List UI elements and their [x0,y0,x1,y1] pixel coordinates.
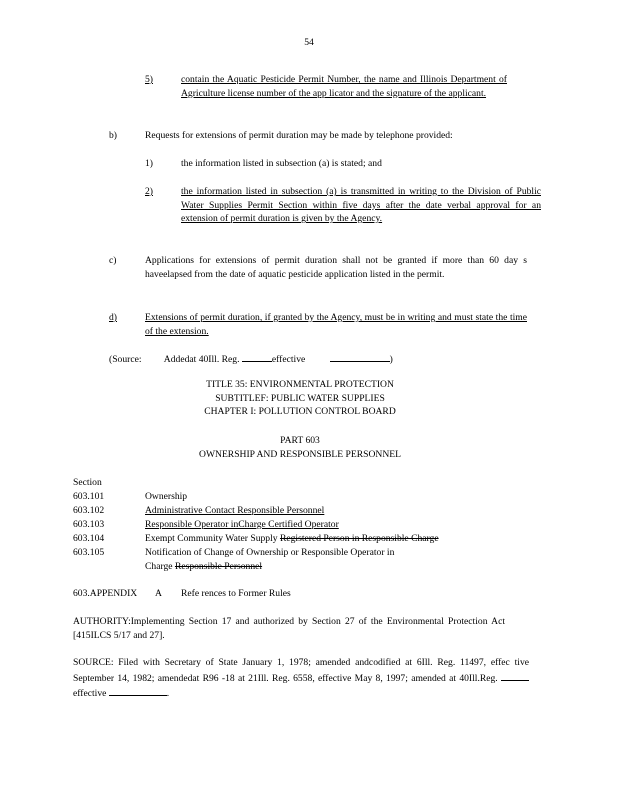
page-number: 54 [304,37,314,48]
toc-row-num: 603.103 [73,519,105,530]
toc-row-title-plain: Exempt Community Water Supply [145,533,278,544]
source-end: ) [389,354,393,365]
source-line [109,351,393,367]
item-d-text: Extensions of permit duration, if granted by the Agency, must be in writing and must state the time of the extension. [145,312,527,337]
item-c-text: Applications for extensions of permit duration shall not be granted if more than 60 day s haveelapsed from the date of aquatic pesticide application listed in the permit. [145,255,527,280]
toc-row-title-line2 [145,560,394,574]
item-b-text: Requests for extensions of permit duration may be made by telephone provided: [145,130,453,141]
item-b2-marker: 2) [145,186,153,197]
item-b2-text: the information listed in subsection (a) is transmitted in writing to the Division of Public Water Supplies Permit Section within five days after the date verbal approval for an extension of permit duration is given by the Agency. [181,186,541,225]
source-prefix: (Source: [109,354,142,365]
source-para-mid: effective [73,688,107,700]
toc-row-title: Ownership [145,491,188,502]
heading-title: TITLE 35: ENVIRONMENTAL PROTECTION [206,379,394,390]
toc-appendix [0,587,618,601]
item-5-marker: 5) [145,74,153,85]
heading-chapter: CHAPTER I: POLLUTION CONTROL BOARD [204,406,396,418]
source-blank-2 [330,351,390,362]
toc-row [0,504,618,518]
part-title: OWNERSHIP AND RESPONSIBLE PERSONNEL [199,448,401,460]
source-text: Addedat 40Ill. Reg. [163,354,240,365]
source-para-blank-1 [501,670,529,681]
source-para-blank-2 [109,685,167,696]
item-b1-marker: 1) [145,158,153,169]
source-blank-1 [242,351,272,362]
item-d-marker: d) [109,312,117,323]
toc-row-title [145,546,394,573]
toc-row-num: 603.102 [73,505,105,516]
toc-label: Section [73,477,102,488]
item-5-text: contain the Aquatic Pesticide Permit Number, the name and Illinois Department of Agriculture license number of the app licator and the signature of the applicant. [181,74,507,99]
item-b1-text: the information listed in subsection (a) is stated; and [181,158,382,169]
toc-row-num: 603.104 [73,533,105,544]
toc-row [0,518,618,532]
part-block [0,434,600,461]
toc-row-title-line2-plain: Charge [145,560,173,572]
authority-paragraph: AUTHORITY:Implementing Section 17 and authorized by Section 27 of the Environmental Protection Act [415ILCS 5/17 and 27]. [73,616,505,641]
appendix-letter: A [155,588,162,599]
toc-row [0,490,618,504]
heading-block [0,378,600,419]
toc-row-num: 603.101 [73,491,105,502]
toc-row-title: Administrative Contact Responsible Personnel [145,505,325,516]
toc-row-title [145,532,439,546]
toc-row-title-line1: Notification of Change of Ownership or Responsible Operator in [145,547,395,558]
item-c-marker: c) [109,255,117,266]
appendix-num: 603.APPENDIX [73,588,138,599]
source-mid: effective [271,354,306,365]
toc-row [0,546,618,574]
toc-row-title: Responsible Operator inCharge Certified Operator [145,519,339,530]
toc-row [0,532,618,546]
page-number-wrap [0,36,618,50]
heading-subtitle: SUBTITLEF: PUBLIC WATER SUPPLIES [215,392,385,404]
toc-row-title-line2-struck: Responsible Personnel [174,560,263,572]
item-b-marker: b) [109,130,117,141]
source-para-end: . [166,688,170,700]
toc-row-title-struck: Registered Person in Responsible Charge [279,533,439,544]
toc-row-num: 603.105 [73,547,105,558]
appendix-title: Refe rences to Former Rules [181,588,291,599]
source-paragraph [73,656,529,701]
part-number: PART 603 [280,435,320,446]
source-para-text: SOURCE: Filed with Secretary of State January 1, 1978; amended andcodified at 6Ill. Reg. 11497, effec tive September 14, 1982; amendedat R96 -18 at 21Ill. Reg. 6558, effective May 8, 1997; amended at 40Ill.Reg. [73,657,529,684]
